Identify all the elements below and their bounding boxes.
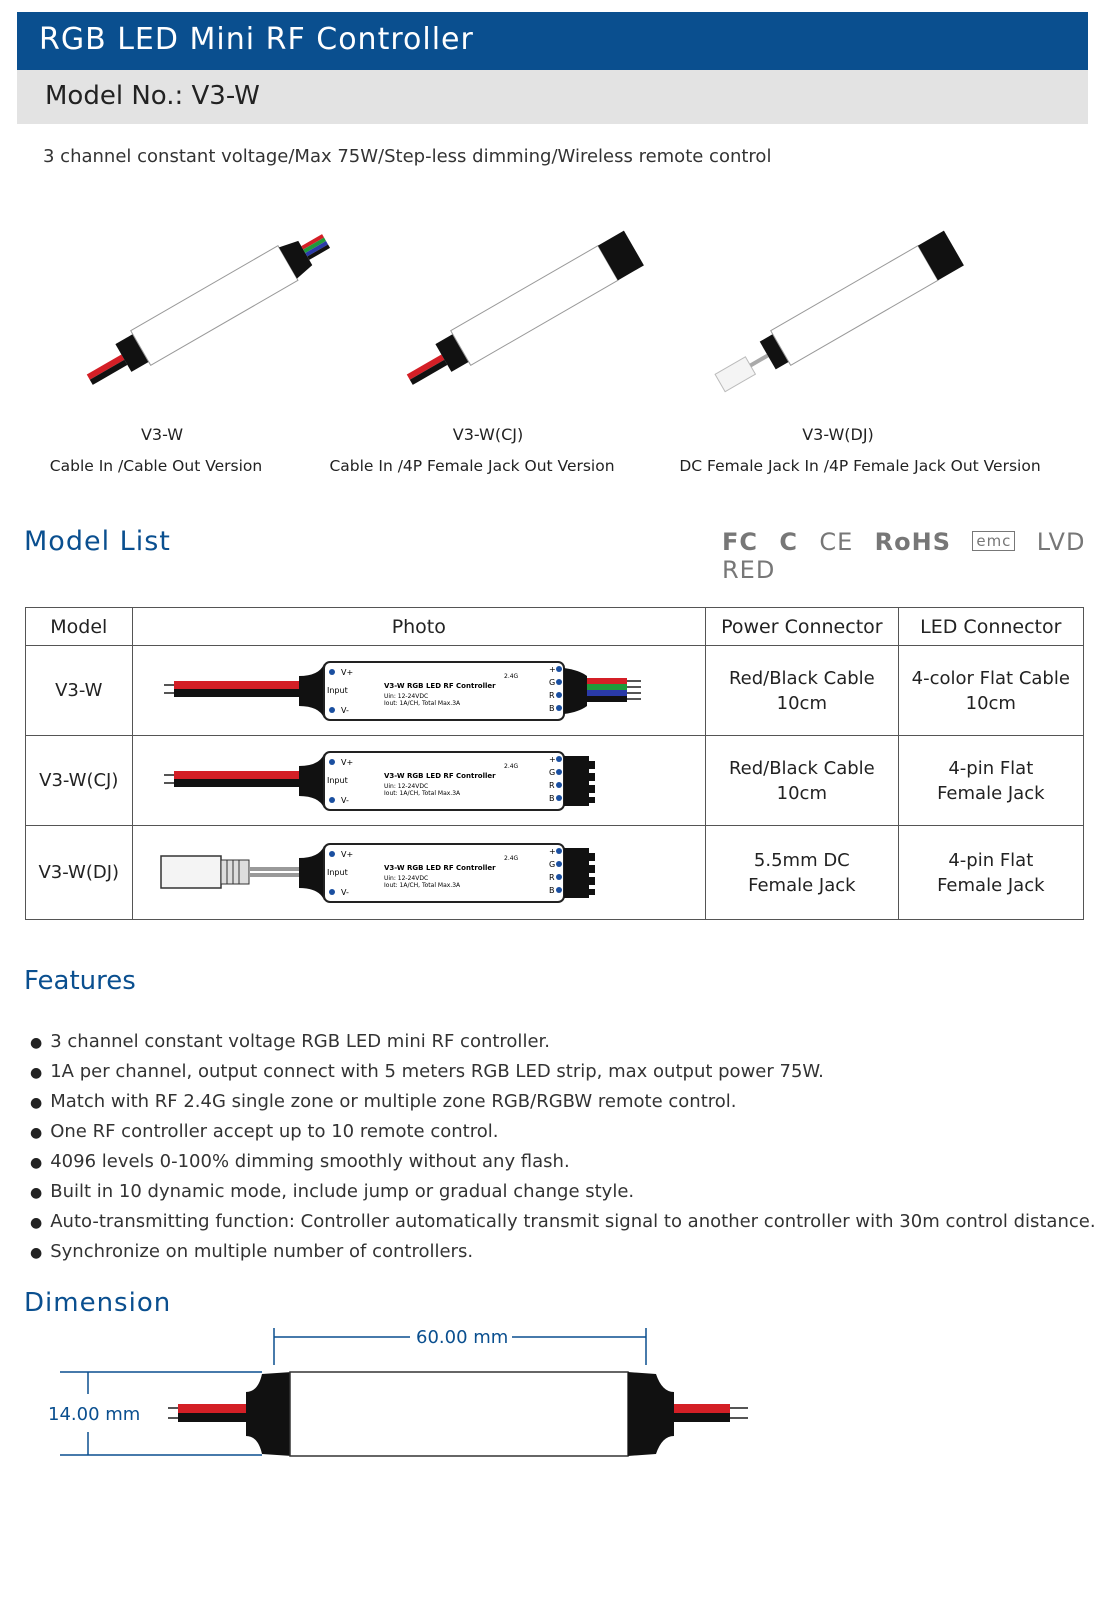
feature-item: ● 1A per channel, output connect with 5 meters RGB LED strip, max output power 75W. — [30, 1057, 1096, 1087]
pin-label: R — [548, 690, 555, 700]
table-row — [26, 736, 1084, 826]
pin-label: + — [548, 846, 556, 856]
feature-item: ● Synchronize on multiple number of controllers. — [30, 1237, 1096, 1267]
label-vminus: V- — [340, 795, 349, 805]
pin-label: + — [548, 754, 556, 764]
pin-label: B — [548, 703, 555, 713]
features-list — [30, 1027, 1096, 1267]
power-line: 10cm — [776, 782, 827, 804]
version-model: V3-W(CJ) — [452, 425, 524, 444]
led-line: Female Jack — [937, 874, 1045, 896]
label-iout: Iout: 1A/CH, Total Max.3A — [383, 699, 460, 707]
row-photo — [132, 736, 706, 826]
power-line: Female Jack — [748, 874, 856, 896]
model-table — [25, 607, 1084, 920]
column-header: Model — [26, 608, 133, 646]
fcc-logo: FC — [722, 528, 759, 556]
label-iout: Iout: 1A/CH, Total Max.3A — [383, 789, 460, 797]
table-row — [26, 646, 1084, 736]
label-vminus: V- — [340, 887, 349, 897]
feature-item: ● 4096 levels 0-100% dimming smoothly without any flash. — [30, 1147, 1096, 1177]
row-power — [706, 826, 899, 920]
label-vminus: V- — [340, 705, 349, 715]
certification-logos — [722, 528, 1107, 584]
title-bar — [17, 12, 1088, 70]
led-line: 4-pin Flat — [948, 849, 1034, 871]
version-model: V3-W — [140, 425, 184, 444]
label-freq: 2.4G — [503, 854, 518, 862]
version-model: V3-W(DJ) — [802, 425, 874, 444]
model-list-title: Model List — [24, 526, 171, 557]
column-header: Photo — [132, 608, 706, 646]
row-model: V3-W(CJ) — [26, 736, 133, 826]
controller-photo — [159, 746, 679, 816]
table-header-row — [26, 608, 1084, 646]
label-vplus: V+ — [340, 849, 353, 859]
lvd-logo: LVD — [1036, 528, 1086, 556]
power-line: Red/Black Cable — [728, 757, 875, 779]
row-led — [898, 646, 1083, 736]
hero-image-v3-w-dj — [670, 188, 1030, 428]
label-input: Input — [326, 867, 348, 877]
feature-item: ● Match with RF 2.4G single zone or multiple zone RGB/RGBW remote control. — [30, 1087, 1096, 1117]
model-number-bar — [17, 70, 1088, 124]
label-uin: Uin: 12-24VDC — [383, 692, 428, 700]
label-name: V3-W RGB LED RF Controller — [383, 681, 496, 690]
label-name: V3-W RGB LED RF Controller — [383, 863, 496, 872]
label-vplus: V+ — [340, 667, 353, 677]
power-line: 5.5mm DC — [753, 849, 850, 871]
pin-label: B — [548, 885, 555, 895]
row-led — [898, 826, 1083, 920]
label-uin: Uin: 12-24VDC — [383, 782, 428, 790]
features-title: Features — [24, 966, 136, 996]
dimension-title: Dimension — [24, 1288, 172, 1318]
model-number: Model No.: V3-W — [45, 81, 260, 111]
power-line: Red/Black Cable — [728, 667, 875, 689]
version-desc: DC Female Jack In /4P Female Jack Out Version — [679, 457, 1041, 475]
led-line: Female Jack — [937, 782, 1045, 804]
led-line: 10cm — [965, 692, 1016, 714]
controller-photo — [159, 838, 679, 908]
pin-label: R — [548, 780, 555, 790]
controller-photo — [159, 656, 679, 726]
red-logo: RED — [722, 556, 776, 584]
column-header: Power Connector — [706, 608, 899, 646]
page-title: RGB LED Mini RF Controller — [39, 22, 474, 57]
label-freq: 2.4G — [503, 672, 518, 680]
ce-logo: CE — [819, 528, 854, 556]
pin-label: G — [548, 767, 555, 777]
feature-item: ● Auto-transmitting function: Controller automatically transmit signal to another controller with 30m control distance. — [30, 1207, 1096, 1237]
dimension-drawing — [0, 1320, 1107, 1480]
label-vplus: V+ — [340, 757, 353, 767]
pin-label: + — [548, 664, 556, 674]
row-led — [898, 736, 1083, 826]
version-desc: Cable In /4P Female Jack Out Version — [329, 457, 615, 475]
hero-image-v3-w — [30, 188, 390, 428]
row-power — [706, 646, 899, 736]
feature-item: ● One RF controller accept up to 10 remote control. — [30, 1117, 1096, 1147]
row-model: V3-W(DJ) — [26, 826, 133, 920]
column-header: LED Connector — [898, 608, 1083, 646]
row-photo — [132, 646, 706, 736]
pin-label: G — [548, 677, 555, 687]
height-label: 14.00 mm — [48, 1404, 141, 1425]
pin-label: R — [548, 872, 555, 882]
led-line: 4-color Flat Cable — [911, 667, 1070, 689]
label-name: V3-W RGB LED RF Controller — [383, 771, 496, 780]
label-freq: 2.4G — [503, 762, 518, 770]
label-input: Input — [326, 685, 348, 695]
row-model: V3-W — [26, 646, 133, 736]
label-input: Input — [326, 775, 348, 785]
pin-label: G — [548, 859, 555, 869]
version-desc: Cable In /Cable Out Version — [49, 457, 263, 475]
length-label: 60.00 mm — [416, 1327, 509, 1348]
power-line: 10cm — [776, 692, 827, 714]
led-line: 4-pin Flat — [948, 757, 1034, 779]
c-logo: C — [779, 528, 798, 556]
row-power — [706, 736, 899, 826]
row-photo — [132, 826, 706, 920]
label-iout: Iout: 1A/CH, Total Max.3A — [383, 881, 460, 889]
pin-label: B — [548, 793, 555, 803]
hero-image-v3-w-cj — [350, 188, 710, 428]
feature-item: ● Built in 10 dynamic mode, include jump or gradual change style. — [30, 1177, 1096, 1207]
table-row — [26, 826, 1084, 920]
product-subtitle: 3 channel constant voltage/Max 75W/Step-less dimming/Wireless remote control — [43, 146, 772, 167]
emc-logo: emc — [972, 531, 1015, 551]
feature-item: ● 3 channel constant voltage RGB LED mini RF controller. — [30, 1027, 1096, 1057]
label-uin: Uin: 12-24VDC — [383, 874, 428, 882]
rohs-logo: RoHS — [874, 528, 951, 556]
